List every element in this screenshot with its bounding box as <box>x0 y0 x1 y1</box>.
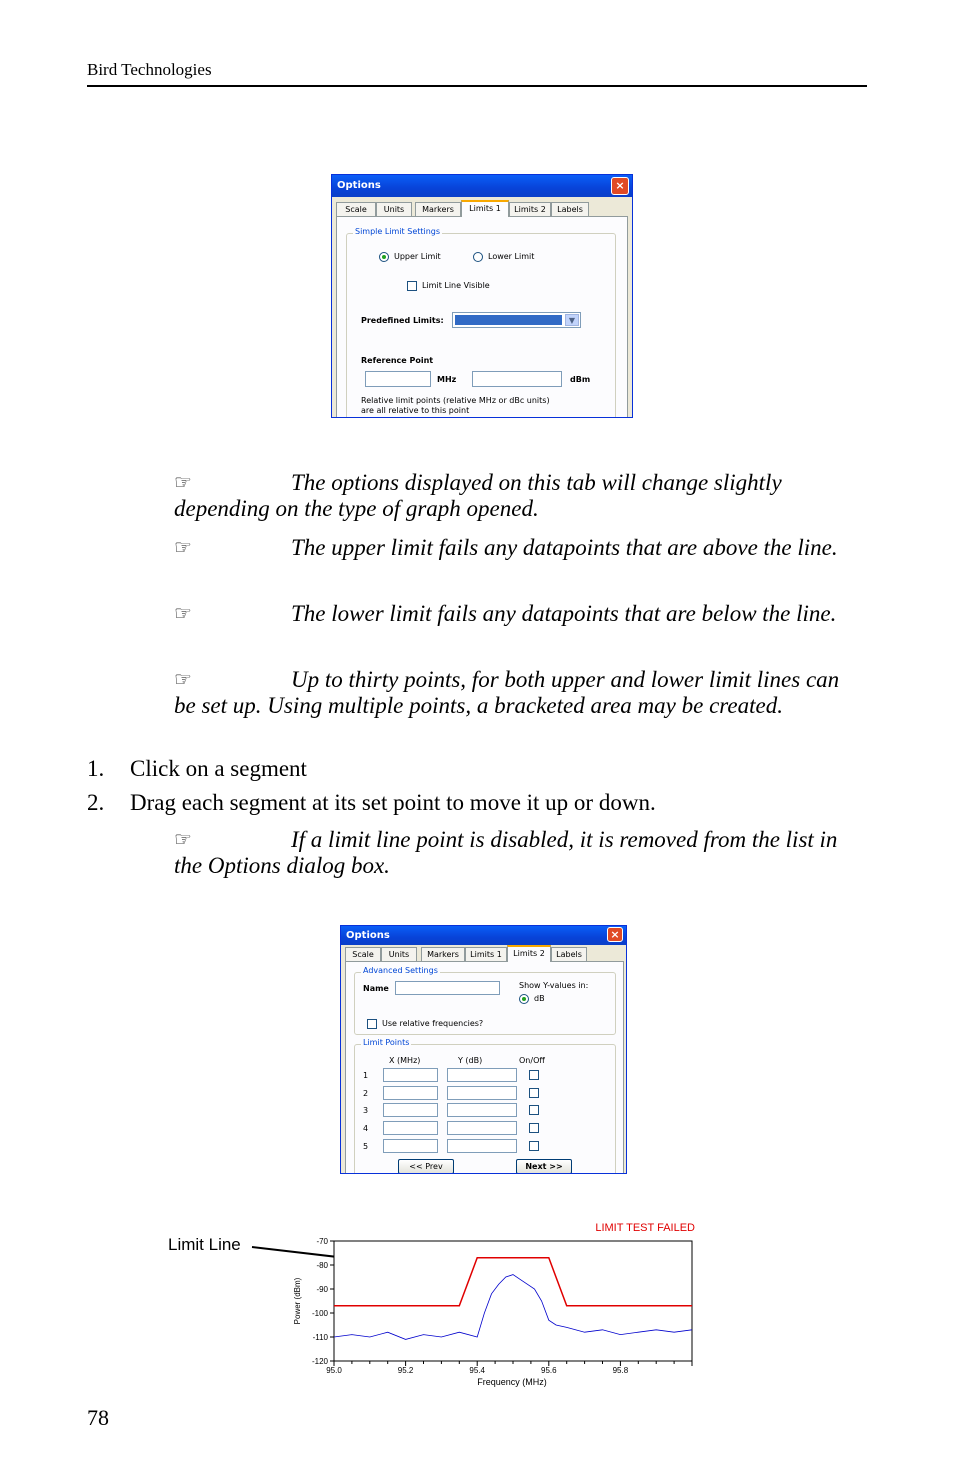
tab-scale[interactable]: Scale <box>345 947 381 961</box>
step-text: Click on a segment <box>130 756 307 781</box>
x-input[interactable] <box>383 1103 438 1117</box>
row-number: 1 <box>363 1071 369 1080</box>
note-text: The upper limit fails any datapoints that are above the line. <box>291 535 838 560</box>
spectrum-chart <box>160 1215 705 1393</box>
col-y-header: Y (dB) <box>458 1056 483 1065</box>
show-y-values-label: Show Y-values in: <box>519 981 589 990</box>
pointing-hand-icon: ☞ <box>174 537 192 559</box>
pointing-hand-icon: ☞ <box>174 669 192 691</box>
lower-limit-label: Lower Limit <box>488 252 535 261</box>
note-text: The options displayed on this tab will change slightly depending on the type of graph opened. <box>174 470 782 521</box>
step-number: 1. <box>87 756 105 781</box>
note-text: If a limit line point is disabled, it is removed from the list in the Options dialog box. <box>174 827 838 878</box>
y-input[interactable] <box>447 1068 517 1082</box>
tab-limits-1[interactable]: Limits 1 <box>461 200 509 217</box>
use-relative-checkbox[interactable] <box>367 1019 377 1029</box>
group-title: Advanced Settings <box>363 966 438 975</box>
limit-test-status: LIMIT TEST FAILED <box>595 1222 695 1234</box>
x-tick-label: 95.2 <box>397 1366 414 1375</box>
x-axis-ticks <box>326 1361 692 1375</box>
x-input[interactable] <box>383 1121 438 1135</box>
dbm-unit: dBm <box>570 375 591 384</box>
y-tick-label: -120 <box>311 1357 328 1366</box>
db-label: dB <box>534 994 545 1003</box>
close-icon[interactable]: × <box>607 927 623 942</box>
pointing-hand-icon: ☞ <box>174 472 192 494</box>
y-tick-label: -90 <box>316 1285 328 1294</box>
onoff-checkbox[interactable] <box>529 1123 539 1133</box>
dialog-title: Options <box>337 180 381 191</box>
predefined-limits-label: Predefined Limits: <box>361 316 444 325</box>
pointing-hand-icon: ☞ <box>174 603 192 625</box>
relative-note-line2: are all relative to this point <box>361 406 470 415</box>
tab-markers[interactable]: Markers <box>421 947 465 961</box>
reference-dbm-input[interactable] <box>472 371 562 387</box>
limit-line-callout: Limit Line <box>168 1235 241 1254</box>
row-number: 3 <box>363 1106 369 1115</box>
predefined-limits-select[interactable] <box>452 312 581 328</box>
tab-labels[interactable]: Labels <box>551 947 587 961</box>
combo-selection <box>455 315 562 325</box>
use-relative-label: Use relative frequencies? <box>382 1019 484 1028</box>
tab-units[interactable]: Units <box>381 947 417 961</box>
mhz-unit: MHz <box>437 375 457 384</box>
x-tick-label: 95.8 <box>612 1366 629 1375</box>
page-header: Bird Technologies <box>87 60 212 79</box>
onoff-checkbox[interactable] <box>529 1141 539 1151</box>
note-4 <box>174 667 864 719</box>
x-input[interactable] <box>383 1068 438 1082</box>
note-2 <box>174 535 864 561</box>
y-tick-label: -100 <box>311 1309 328 1318</box>
tab-panel <box>345 961 624 1174</box>
y-tick-label: -110 <box>312 1333 328 1342</box>
chevron-down-icon[interactable]: ▼ <box>565 314 579 326</box>
tab-panel <box>336 216 628 418</box>
reference-mhz-input[interactable] <box>365 371 431 387</box>
dialog-title: Options <box>346 930 390 941</box>
options-dialog-limits2 <box>340 925 627 1174</box>
note-text: The lower limit fails any datapoints that are below the line. <box>291 601 837 626</box>
upper-limit-label: Upper Limit <box>394 252 441 261</box>
close-icon[interactable]: × <box>611 177 629 195</box>
row-number: 4 <box>363 1124 369 1133</box>
onoff-checkbox[interactable] <box>529 1070 539 1080</box>
note-1 <box>174 470 864 522</box>
pointing-hand-icon: ☞ <box>174 829 192 851</box>
tab-labels[interactable]: Labels <box>551 202 589 216</box>
next-button[interactable]: Next >> <box>516 1159 572 1174</box>
advanced-settings-group <box>354 966 616 1035</box>
tab-limits-2[interactable]: Limits 2 <box>509 202 551 216</box>
y-axis-label: Power (dBm) <box>293 1277 302 1325</box>
note-text: Up to thirty points, for both upper and lower limit lines can be set up. Using multiple points, a bracketed area may be created. <box>174 667 840 718</box>
lower-limit-radio[interactable] <box>473 252 483 262</box>
x-tick-label: 95.6 <box>541 1366 557 1375</box>
reference-point-label: Reference Point <box>361 356 434 365</box>
name-input[interactable] <box>395 981 500 995</box>
onoff-checkbox[interactable] <box>529 1088 539 1098</box>
tab-units[interactable]: Units <box>376 202 412 216</box>
row-number: 5 <box>363 1142 369 1151</box>
limit-points-group <box>354 1038 616 1174</box>
y-tick-label: -80 <box>316 1261 328 1270</box>
header-rule <box>87 85 867 87</box>
y-input[interactable] <box>447 1139 517 1153</box>
y-tick-label: -70 <box>316 1237 328 1246</box>
note-5 <box>174 827 864 879</box>
col-x-header: X (MHz) <box>389 1056 421 1065</box>
step-number: 2. <box>87 790 105 815</box>
name-label: Name <box>363 984 389 993</box>
note-3 <box>174 601 864 627</box>
x-input[interactable] <box>383 1139 438 1153</box>
dialog-titlebar <box>341 926 626 945</box>
x-tick-label: 95.4 <box>469 1366 485 1375</box>
limit-line-visible-checkbox[interactable] <box>407 281 417 291</box>
col-onoff-header: On/Off <box>519 1056 545 1065</box>
x-axis-label: Frequency (MHz) <box>477 1377 547 1387</box>
x-tick-label: 95.0 <box>326 1366 342 1375</box>
db-radio[interactable] <box>519 994 529 1004</box>
y-input[interactable] <box>447 1103 517 1117</box>
step-text: Drag each segment at its set point to move it up or down. <box>130 790 656 815</box>
dialog-titlebar <box>332 175 632 197</box>
group-title: Limit Points <box>363 1038 410 1047</box>
y-input[interactable] <box>447 1086 517 1100</box>
group-title: Simple Limit Settings <box>355 227 441 236</box>
page-number: 78 <box>87 1405 109 1430</box>
tab-limits-2[interactable]: Limits 2 <box>507 945 551 962</box>
upper-limit-radio[interactable] <box>379 252 389 262</box>
simple-limit-settings-group <box>346 227 616 418</box>
prev-button[interactable]: << Prev <box>398 1159 454 1174</box>
tab-markers[interactable]: Markers <box>415 202 461 216</box>
plot-area <box>334 1241 692 1361</box>
x-input[interactable] <box>383 1086 438 1100</box>
row-number: 2 <box>363 1089 369 1098</box>
tab-scale[interactable]: Scale <box>336 202 376 216</box>
options-dialog-limits1 <box>331 174 633 418</box>
tab-limits-1[interactable]: Limits 1 <box>465 947 507 961</box>
onoff-checkbox[interactable] <box>529 1105 539 1115</box>
limit-line-visible-label: Limit Line Visible <box>422 281 490 290</box>
y-input[interactable] <box>447 1121 517 1135</box>
relative-note-line1: Relative limit points (relative MHz or dBc units) <box>361 396 550 405</box>
